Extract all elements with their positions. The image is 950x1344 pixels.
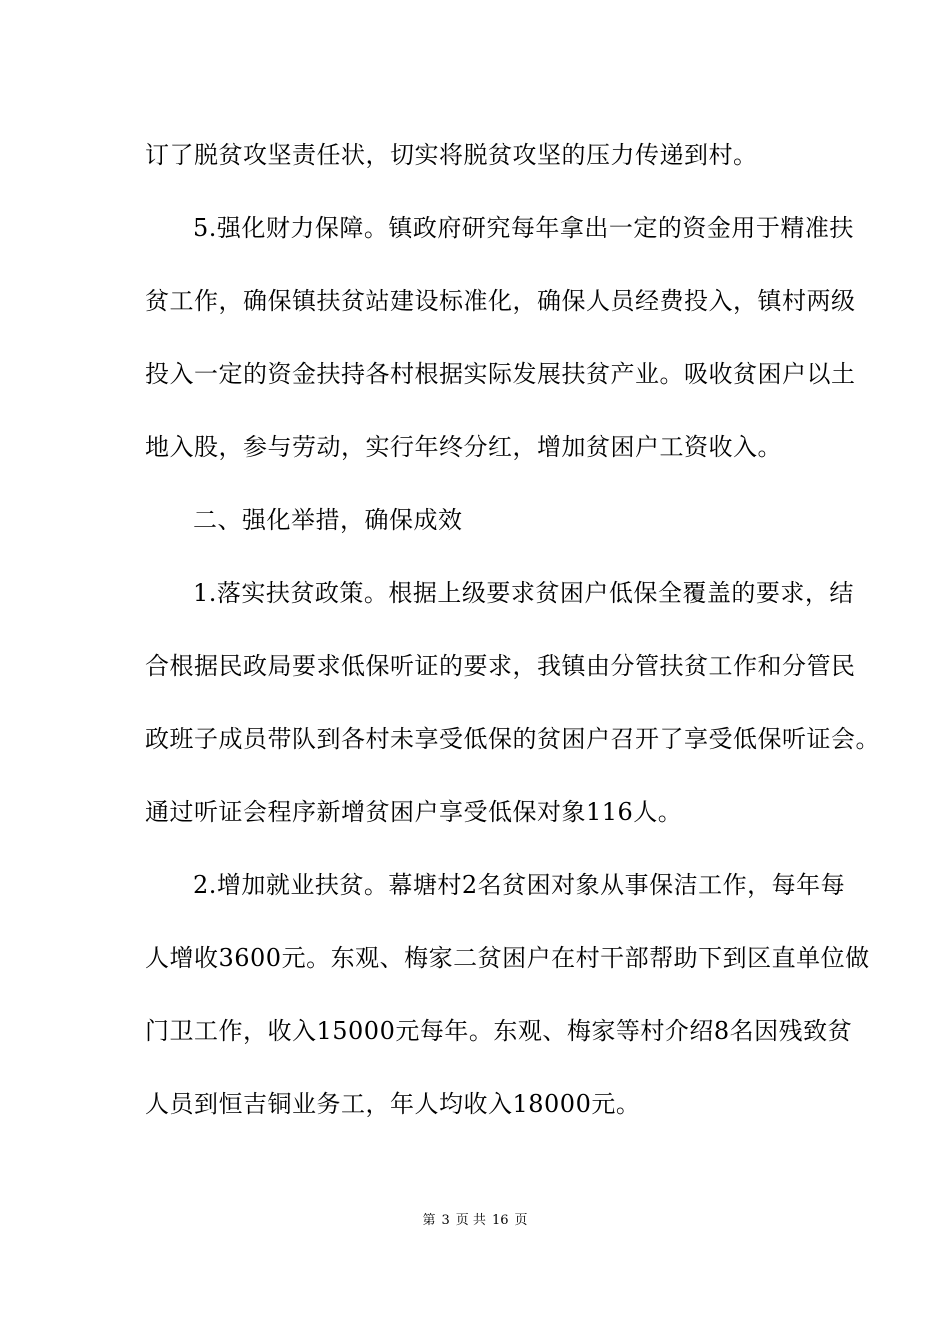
paragraph-line: 投入一定的资金扶持各村根据实际发展扶贫产业。吸收贫困户以土 [145, 360, 856, 388]
section-heading: 二、强化举措，确保成效 [193, 506, 463, 534]
paragraph-line: 通过听证会程序新增贫困户享受低保对象116人。 [145, 798, 683, 826]
paragraph-line: 1.落实扶贫政策。根据上级要求贫困户低保全覆盖的要求，结 [193, 579, 854, 607]
paragraph-line: 订了脱贫攻坚责任状，切实将脱贫攻坚的压力传递到村。 [145, 141, 758, 169]
paragraph-line: 贫工作，确保镇扶贫站建设标准化，确保人员经费投入，镇村两级 [145, 287, 856, 315]
current-page-number: 3 [441, 1213, 450, 1228]
paragraph-line: 地入股，参与劳动，实行年终分红，增加贫困户工资收入。 [145, 433, 782, 461]
footer-middle: 页 共 [455, 1213, 486, 1228]
paragraph-line: 人增收3600元。东观、梅家二贫困户在村干部帮助下到区直单位做 [145, 944, 870, 972]
paragraph-line: 合根据民政局要求低保听证的要求，我镇由分管扶贫工作和分管民 [145, 652, 856, 680]
paragraph-line: 门卫工作，收入15000元每年。东观、梅家等村介绍8名因残致贫 [145, 1017, 853, 1045]
page-footer [0, 1212, 950, 1230]
footer-suffix: 页 [514, 1213, 528, 1228]
paragraph-line: 5.强化财力保障。镇政府研究每年拿出一定的资金用于精准扶 [193, 214, 854, 242]
footer-prefix: 第 [422, 1213, 436, 1228]
total-pages-number: 16 [491, 1213, 509, 1228]
paragraph-line: 人员到恒吉铜业务工，年人均收入18000元。 [145, 1090, 641, 1118]
paragraph-line: 政班子成员带队到各村未享受低保的贫困户召开了享受低保听证会。 [145, 725, 880, 753]
paragraph-line: 2.增加就业扶贫。幕塘村2名贫困对象从事保洁工作，每年每 [193, 871, 846, 899]
